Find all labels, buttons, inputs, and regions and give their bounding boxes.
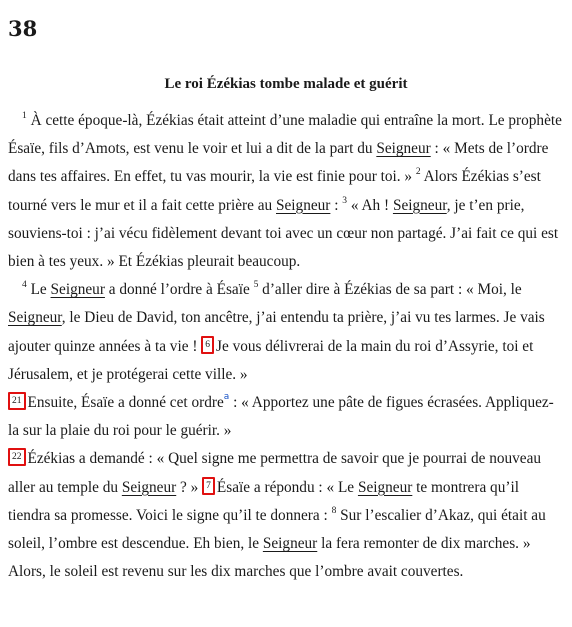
lord-word[interactable]: Seigneur — [262, 535, 318, 553]
verse-text: a donné l’ordre à Ésaïe — [104, 281, 254, 299]
lord-word[interactable]: Seigneur — [357, 478, 413, 496]
paragraph-1 — [8, 107, 564, 276]
chapter-number: 38 — [8, 16, 38, 41]
verse-number-1: 1 — [22, 111, 27, 121]
verse-box-7[interactable]: 7 — [202, 477, 215, 495]
verse-text: , le Dieu de David, ton ancêtre, j’ai entendu ta prière, j’ai vu tes larmes. Je vais ajouter quinze années à ta vie ! — [8, 309, 545, 355]
verse-number-3: 3 — [342, 195, 348, 206]
verse-number-4: 4 — [22, 280, 27, 291]
paragraph-2 — [8, 276, 564, 389]
lord-word[interactable]: Seigneur — [121, 478, 177, 496]
verse-box-21[interactable]: 21 — [8, 392, 26, 410]
lord-word[interactable]: Seigneur — [8, 309, 62, 327]
verse-text: ? » — [176, 478, 203, 496]
verse-text: « Ah ! — [347, 196, 393, 214]
lord-word[interactable]: Seigneur — [50, 281, 105, 299]
verse-text: Alors Ézékias s’est tourné vers le mur et il a fait cette prière au — [8, 168, 541, 214]
verse-text: À cette époque-là, Ézékias était atteint d’une maladie qui entraîne la mort. Le prophète Ésaïe, fils d’Amots, est venu le voir et lui a dit de la part du — [8, 112, 562, 158]
verse-text: Je vous délivrerai de la main du roi d’Assyrie, toi et Jérusalem, et je protégerai cette ville. » — [8, 337, 534, 383]
paragraph-3 — [8, 389, 564, 445]
verse-text: te montrera qu’il tiendra sa promesse. Voici le signe qu’il te donnera : — [8, 478, 519, 524]
verse-text: : « Mets de l’ordre dans tes affaires. En effet, tu vas mourir, la vie est finie pour toi. » — [8, 140, 549, 186]
verse-text: : — [330, 196, 343, 214]
lord-word[interactable]: Seigneur — [376, 140, 431, 158]
verse-number-8: 8 — [331, 505, 337, 516]
lord-word[interactable]: Seigneur — [392, 196, 447, 214]
verse-box-22[interactable]: 22 — [8, 448, 26, 466]
paragraph-4 — [8, 445, 564, 586]
verse-text: Sur l’escalier d’Akaz, qui était au soleil, l’ombre est descendue. Eh bien, le — [8, 506, 546, 553]
verse-text: Ésaïe a répondu : « Le — [216, 478, 358, 496]
verse-text: d’aller dire à Ézékias de sa part : « Moi, le — [258, 281, 522, 299]
verse-number-2: 2 — [415, 167, 421, 178]
section-title: Le roi Ézékias tombe malade et guérit — [164, 76, 408, 92]
verse-text: , je t’en prie, souviens-toi : j’ai vécu fidèlement devant toi avec un cœur non partagé. J’ai fait ce qui est bien à tes yeux. » Et Ézékias pleurait beaucoup. — [8, 196, 559, 271]
verse-number-5: 5 — [253, 280, 259, 291]
verse-text: : « Apportez une pâte de figues écrasées. Appliquez-la sur la plaie du roi pour le guérir. » — [8, 394, 554, 440]
verse-text: Ensuite, Ésaïe a donné cet ordre — [27, 394, 224, 412]
lord-word[interactable]: Seigneur — [276, 196, 331, 214]
footnote-link[interactable]: a — [223, 392, 230, 403]
verse-text: Le — [26, 281, 51, 299]
verse-text: la fera remonter de dix marches. » Alors, le soleil est revenu sur les dix marches que l’ombre avait couvertes. — [8, 535, 531, 581]
verse-text: Ézékias a demandé : « Quel signe me permettra de savoir que je pourrai de nouveau aller au temple du — [8, 450, 542, 496]
verse-box-6[interactable]: 6 — [201, 336, 214, 354]
